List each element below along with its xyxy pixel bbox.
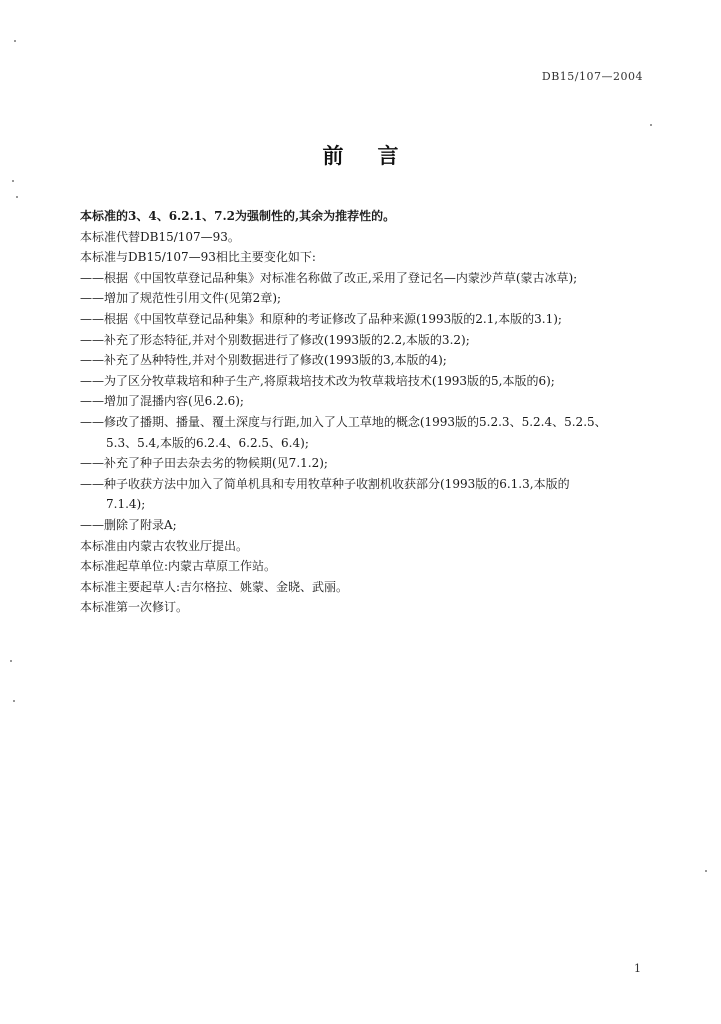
- body-line: 本标准的3、4、6.2.1、7.2为强制性的,其余为推荐性的。: [80, 209, 396, 223]
- change-item: ——种子收获方法中加入了简单机具和专用牧草种子收割机收获部分(1993版的6.1.3,本版的: [80, 476, 570, 491]
- scan-speck: [14, 40, 16, 42]
- scan-speck: [12, 180, 14, 182]
- page-number: 1: [634, 962, 641, 975]
- foreword-body: [80, 206, 650, 618]
- change-item: ——补充了丛种特性,并对个别数据进行了修改(1993版的3,本版的4);: [80, 353, 447, 368]
- scan-speck: [10, 660, 12, 662]
- change-item: ——补充了形态特征,并对个别数据进行了修改(1993版的2.2,本版的3.2);: [80, 332, 470, 347]
- body-line: 本标准由内蒙古农牧业厅提出。: [80, 538, 249, 553]
- body-line: 本标准与DB15/107—93相比主要变化如下:: [80, 250, 316, 265]
- body-line: 本标准主要起草人:吉尔格拉、姚蒙、金晓、武丽。: [80, 579, 349, 594]
- change-item: ——补充了种子田去杂去劣的物候期(见7.1.2);: [80, 456, 328, 471]
- body-line: 本标准第一次修订。: [80, 600, 189, 615]
- document-code: DB15/107—2004: [541, 70, 643, 83]
- change-item: ——增加了混播内容(见6.2.6);: [80, 394, 244, 409]
- change-item: ——修改了播期、播量、覆土深度与行距,加入了人工草地的概念(1993版的5.2.3、5.2.4、5.2.5、: [80, 414, 607, 429]
- change-item-continuation: 5.3、5.4,本版的6.2.4、6.2.5、6.4);: [106, 435, 309, 450]
- change-item-continuation: 7.1.4);: [106, 497, 146, 512]
- page-title: 前言: [322, 143, 433, 168]
- change-item: ——为了区分牧草栽培和种子生产,将原栽培技术改为牧草栽培技术(1993版的5,本版的6);: [80, 373, 555, 388]
- scan-speck: [13, 700, 15, 702]
- change-item: ——删除了附录A;: [80, 517, 177, 532]
- scan-speck: [650, 124, 652, 126]
- scan-speck: [705, 870, 707, 872]
- scan-speck: [16, 196, 18, 198]
- body-line: 本标准代替DB15/107—93。: [80, 229, 240, 244]
- change-item: ——增加了规范性引用文件(见第2章);: [80, 291, 282, 306]
- change-item: ——根据《中国牧草登记品种集》对标准名称做了改正,采用了登记名—内蒙沙芦草(蒙古冰草);: [80, 270, 578, 285]
- change-item: ——根据《中国牧草登记品种集》和原种的考证修改了品种来源(1993版的2.1,本版的3.1);: [80, 311, 562, 326]
- body-line: 本标准起草单位:内蒙古草原工作站。: [80, 559, 277, 574]
